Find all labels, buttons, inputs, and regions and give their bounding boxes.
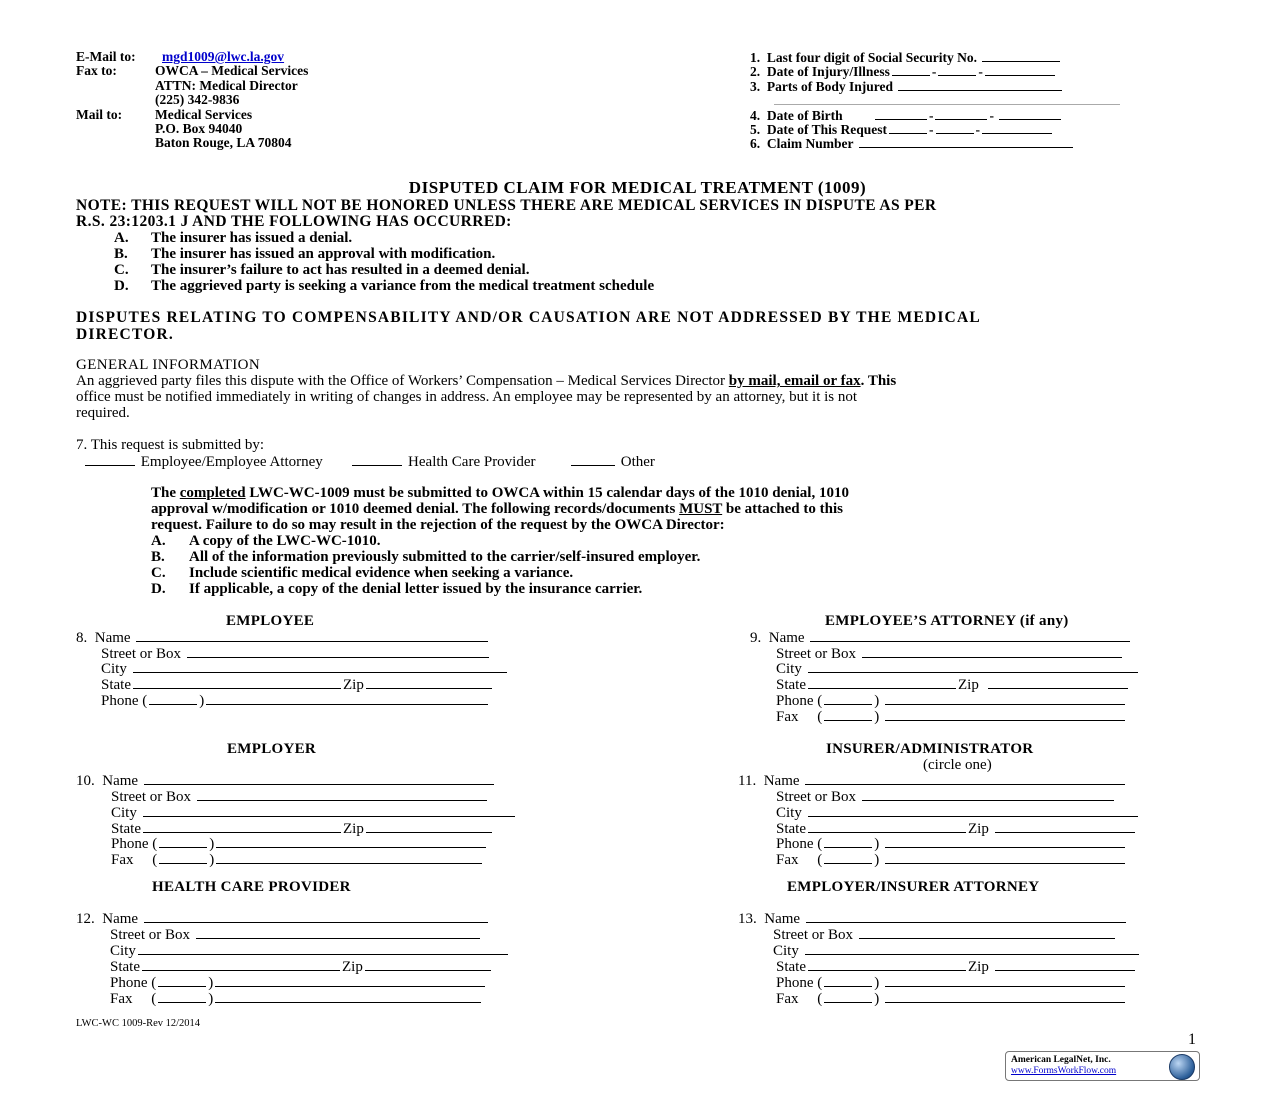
form-id: LWC-WC 1009-Rev 12/2014	[76, 1018, 201, 1029]
insurer-fax-area-input[interactable]	[824, 851, 872, 864]
request-day-input[interactable]	[936, 121, 974, 134]
employee-attorney-street-input[interactable]	[862, 645, 1122, 658]
instructions-line-1: The completed LWC-WC-1009 must be submitted to OWCA within 15 calendar days of the 1010 denial, 1010	[151, 485, 849, 501]
employer-section-title: EMPLOYER	[227, 741, 317, 757]
employee-attorney-phone-area-input[interactable]	[824, 692, 872, 705]
employee-attorney-name-input[interactable]	[810, 629, 1130, 642]
employee-phone-area-input[interactable]	[149, 692, 197, 705]
insurer-phone-area-input[interactable]	[824, 835, 872, 848]
injury-day-input[interactable]	[938, 63, 976, 76]
insurer-phone-input[interactable]	[885, 835, 1125, 848]
insurer-attorney-street-input[interactable]	[859, 926, 1115, 939]
provider-name-input[interactable]	[144, 910, 488, 923]
birth-month-input[interactable]	[875, 107, 927, 120]
insurer-attorney-section-title: EMPLOYER/INSURER ATTORNEY	[787, 879, 1040, 895]
employer-zip-input[interactable]	[366, 820, 492, 833]
provider-fax-input[interactable]	[215, 990, 481, 1003]
mail-line-3: Baton Rouge, LA 70804	[155, 135, 292, 150]
page-number: 1	[1188, 1031, 1196, 1048]
employer-fax-area-input[interactable]	[159, 851, 207, 864]
request-year-input[interactable]	[982, 121, 1052, 134]
body-parts-input[interactable]	[898, 78, 1062, 91]
instruction-item-text: All of the information previously submitted to the carrier/self-insured employer.	[189, 549, 701, 565]
employer-street-input[interactable]	[197, 788, 487, 801]
insurer-attorney-city-input[interactable]	[805, 942, 1139, 955]
instruction-item-letter: B.	[151, 549, 165, 565]
birth-day-input[interactable]	[935, 107, 987, 120]
injury-date-field: 2. Date of Injury/Illness - -	[750, 63, 1057, 80]
provider-state-input[interactable]	[142, 958, 340, 971]
insurer-attorney-state-input[interactable]	[808, 958, 966, 971]
note-item-text: The insurer has issued an approval with modification.	[151, 246, 496, 262]
employee-attorney-fax-input[interactable]	[885, 708, 1125, 721]
provider-phone-area-input[interactable]	[158, 974, 206, 987]
provider-section-title: HEALTH CARE PROVIDER	[152, 879, 351, 895]
insurer-attorney-phone-area-input[interactable]	[824, 974, 872, 987]
note-line-1: NOTE: THIS REQUEST WILL NOT BE HONORED UNLESS THERE ARE MEDICAL SERVICES IN DISPUTE AS PER	[76, 197, 937, 214]
ssn-input[interactable]	[982, 49, 1060, 62]
instruction-item-text: If applicable, a copy of the denial letter issued by the insurance carrier.	[189, 581, 643, 597]
insurer-attorney-fax-input[interactable]	[885, 990, 1125, 1003]
employee-street-input[interactable]	[187, 645, 489, 658]
claim-number-field: 6. Claim Number	[750, 135, 1075, 152]
employer-state-input[interactable]	[143, 820, 341, 833]
employer-name-input[interactable]	[144, 772, 494, 785]
mail-line-2: P.O. Box 94040	[155, 121, 243, 136]
submitted-by-options	[83, 453, 655, 471]
employer-phone-input[interactable]	[216, 835, 486, 848]
page-title: DISPUTED CLAIM FOR MEDICAL TREATMENT (1009)	[408, 178, 867, 197]
employee-state-input[interactable]	[133, 676, 341, 689]
note-item-text: The aggrieved party is seeking a variance from the medical treatment schedule	[151, 278, 655, 294]
logo-name: American LegalNet, Inc.	[1011, 1055, 1111, 1065]
provider-fax-area-input[interactable]	[158, 990, 206, 1003]
instruction-item-letter: C.	[151, 565, 166, 581]
insurer-section-title: INSURER/ADMINISTRATOR	[826, 741, 1034, 757]
insurer-attorney-name-input[interactable]	[806, 910, 1126, 923]
provider-option-label: Health Care Provider	[408, 454, 536, 470]
fax-line-3: (225) 342-9836	[155, 92, 240, 107]
employee-option-label: Employee/Employee Attorney	[140, 454, 323, 470]
provider-zip-input[interactable]	[365, 958, 491, 971]
note-item-letter: D.	[114, 278, 129, 294]
employer-phone-area-input[interactable]	[159, 835, 207, 848]
insurer-street-input[interactable]	[862, 788, 1114, 801]
fax-line-1: OWCA – Medical Services	[155, 63, 309, 78]
employer-fax-input[interactable]	[216, 851, 482, 864]
employee-attorney-city-input[interactable]	[808, 660, 1138, 673]
insurer-fax-input[interactable]	[885, 851, 1125, 864]
instruction-item-text: Include scientific medical evidence when seeking a variance.	[189, 565, 574, 581]
fax-label: Fax to:	[76, 63, 117, 78]
instruction-item-letter: D.	[151, 581, 166, 597]
provider-street-input[interactable]	[196, 926, 480, 939]
other-option-label: Other	[620, 454, 655, 470]
ssn-field: 1. Last four digit of Social Security No.	[750, 49, 1062, 66]
instruction-item-letter: A.	[151, 533, 166, 549]
mail-line-1: Medical Services	[155, 107, 253, 122]
general-paragraph-line-2: office must be notified immediately in writing of changes in address. An employee may be represented by an attorney, but it is not	[76, 389, 858, 405]
request-month-input[interactable]	[889, 121, 927, 134]
note-line-2: R.S. 23:1203.1 J AND THE FOLLOWING HAS OCCURRED:	[76, 213, 512, 230]
note-item-text: The insurer’s failure to act has resulted in a deemed denial.	[151, 262, 530, 278]
insurer-zip-input[interactable]	[995, 820, 1135, 833]
note-item-letter: A.	[114, 230, 129, 246]
fax-line-2: ATTN: Medical Director	[155, 78, 298, 93]
note-item-letter: B.	[114, 246, 128, 262]
globe-icon	[1169, 1054, 1195, 1080]
insurer-state-input[interactable]	[808, 820, 966, 833]
disputes-line-2: DIRECTOR.	[76, 326, 174, 343]
employee-city-input[interactable]	[133, 660, 507, 673]
disputes-line-1: DISPUTES RELATING TO COMPENSABILITY AND/OR CAUSATION ARE NOT ADDRESSED BY THE MEDICAL	[76, 309, 981, 326]
general-paragraph-line-3: required.	[76, 405, 130, 421]
employee-zip-input[interactable]	[366, 676, 492, 689]
general-paragraph-line-1: An aggrieved party files this dispute with the Office of Workers’ Compensation – Medical Services Director by mail, email or fax. This	[76, 373, 897, 389]
insurer-attorney-phone-input[interactable]	[885, 974, 1125, 987]
birth-year-input[interactable]	[999, 107, 1061, 120]
insurer-name-input[interactable]	[805, 772, 1125, 785]
injury-month-input[interactable]	[892, 63, 930, 76]
employee-section-title: EMPLOYEE	[226, 613, 315, 629]
email-label: E-Mail to:	[76, 49, 136, 64]
instruction-item-text: A copy of the LWC-WC-1010.	[189, 533, 381, 549]
employee-phone-input[interactable]	[206, 692, 488, 705]
body-parts-line-2[interactable]	[774, 104, 1120, 105]
email-link[interactable]: mgd1009@lwc.la.gov	[162, 49, 285, 64]
insurer-section-subtitle: (circle one)	[923, 757, 992, 773]
employer-city-input[interactable]	[143, 804, 515, 817]
insurer-attorney-fax-area-input[interactable]	[824, 990, 872, 1003]
insurer-city-input[interactable]	[808, 804, 1138, 817]
submission-methods: by mail, email or fax	[728, 373, 861, 389]
general-heading: GENERAL INFORMATION	[76, 357, 261, 373]
note-item-letter: C.	[114, 262, 129, 278]
employee-attorney-section-title: EMPLOYEE’S ATTORNEY (if any)	[825, 613, 1069, 629]
injury-year-input[interactable]	[985, 63, 1055, 76]
other-option-blank[interactable]	[571, 453, 615, 466]
logo-url[interactable]: www.FormsWorkFlow.com	[1011, 1066, 1117, 1076]
provider-option-blank[interactable]	[352, 453, 402, 466]
submitted-by-label: 7. This request is submitted by:	[76, 437, 265, 453]
instructions-line-3: request. Failure to do so may result in the rejection of the request by the OWCA Director:	[151, 517, 725, 533]
provider-phone-input[interactable]	[215, 974, 485, 987]
footer-logo[interactable]	[1005, 1051, 1200, 1081]
insurer-attorney-zip-input[interactable]	[995, 958, 1135, 971]
body-parts-field: 3. Parts of Body Injured	[750, 78, 1064, 95]
employee-option-blank[interactable]	[85, 453, 135, 466]
employee-name-input[interactable]	[136, 629, 488, 642]
employee-attorney-zip-input[interactable]	[988, 676, 1128, 689]
employee-attorney-state-input[interactable]	[808, 676, 956, 689]
birth-date-field: 4. Date of Birth - -	[750, 107, 1063, 124]
employee-attorney-fax-area-input[interactable]	[824, 708, 872, 721]
employee-attorney-phone-input[interactable]	[885, 692, 1125, 705]
provider-city-input[interactable]	[138, 942, 508, 955]
note-item-text: The insurer has issued a denial.	[151, 230, 353, 246]
instructions-line-2: approval w/modification or 1010 deemed denial. The following records/documents MUST be attached to this	[151, 501, 843, 517]
mail-label: Mail to:	[76, 107, 123, 122]
claim-number-input[interactable]	[859, 135, 1073, 148]
request-date-field: 5. Date of This Request - -	[750, 121, 1054, 138]
